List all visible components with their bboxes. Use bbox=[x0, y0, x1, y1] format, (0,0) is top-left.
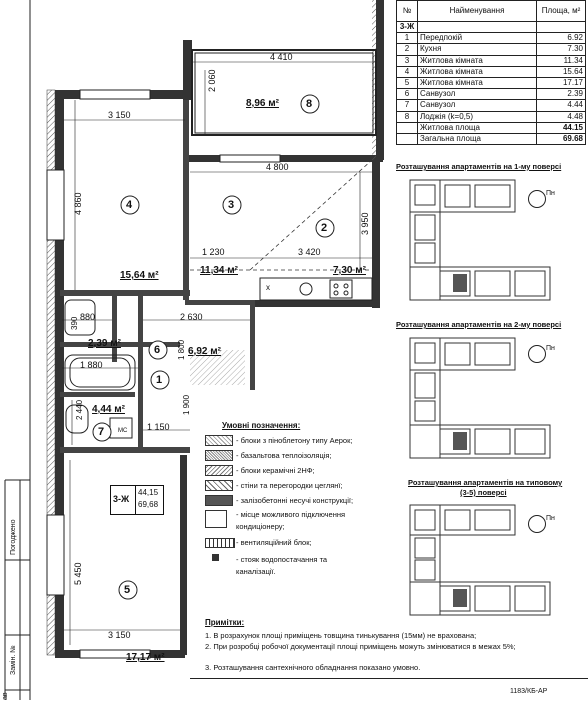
legend-vent-swatch bbox=[205, 538, 235, 548]
room-area-6: 2,39 м² bbox=[88, 338, 121, 349]
dim-3150-bottom: 3 150 bbox=[108, 630, 131, 640]
dim-4410: 4 410 bbox=[270, 52, 293, 62]
dim-1230: 1 230 bbox=[202, 247, 225, 257]
dim-5450: 5 450 bbox=[73, 562, 83, 585]
legend-basalt: - базальтова теплоізоляція; bbox=[236, 451, 332, 460]
dim-3420: 3 420 bbox=[298, 247, 321, 257]
table-row: 1 Передпокій 6.92 bbox=[397, 33, 586, 44]
dim-1800: 1 800 bbox=[177, 339, 186, 360]
north-label-1: Пн bbox=[546, 190, 555, 197]
keyplan-1-title: Розташування апартаментів на 1-му поверсі bbox=[396, 162, 562, 171]
label-x: х bbox=[266, 283, 270, 292]
table-row: 5 Житлова кімната 17.17 bbox=[397, 77, 586, 88]
legend-brick: - стіни та перегородки цеглянї; bbox=[236, 481, 343, 490]
table-row: 8 Лоджія (k=0,5) 4.48 bbox=[397, 111, 586, 122]
legend-vent: - вентиляційний блок; bbox=[236, 538, 312, 547]
kitchen-counter bbox=[260, 278, 372, 300]
keyplan-2-title: Розташування апартаментів на 2-му поверсі bbox=[396, 320, 562, 329]
loggia bbox=[192, 50, 376, 135]
room-area-4: 15,64 м² bbox=[120, 270, 159, 281]
rooms-table bbox=[396, 0, 586, 145]
legend-riser-icon bbox=[212, 554, 219, 561]
north-icon-2 bbox=[528, 345, 546, 363]
table-apt-row bbox=[397, 22, 586, 33]
label-mc: МС bbox=[118, 428, 128, 434]
apartment-badge bbox=[110, 485, 164, 515]
north-icon-3 bbox=[528, 515, 546, 533]
legend-riser-1: - стояк водопостачання та bbox=[236, 555, 328, 564]
dim-1900: 1 900 bbox=[182, 394, 191, 415]
sheet-code: 1183/КБ-АР bbox=[510, 688, 548, 695]
dim-4860: 4 860 bbox=[73, 192, 83, 215]
dim-1150: 1 150 bbox=[147, 422, 170, 432]
room-area-5: 17,17 м² bbox=[126, 652, 165, 663]
room-area-2: 7,30 м² bbox=[333, 265, 366, 276]
legend-brick-swatch bbox=[205, 480, 233, 491]
north-label-3: Пн bbox=[546, 515, 555, 522]
dim-2060: 2 060 bbox=[207, 69, 217, 92]
stamp-col-1: Погоджено bbox=[10, 519, 17, 555]
legend-ceramic-swatch bbox=[205, 465, 233, 476]
stamp-col-2: Замін. № bbox=[10, 645, 17, 675]
legend-basalt-swatch bbox=[205, 450, 233, 461]
legend-ceramic: - блоки керамічні 2НФ; bbox=[236, 466, 315, 475]
room-area-8: 8,96 м² bbox=[246, 98, 279, 109]
table-total-row: Загальна площа 69.68 bbox=[397, 133, 586, 144]
note-3: 3. Розташування сантехнічного обладнання показано умовно. bbox=[205, 663, 421, 672]
room-number-4: 4 bbox=[126, 199, 133, 211]
dim-4800: 4 800 bbox=[266, 162, 289, 172]
table-row: 4 Житлова кімната 15.64 bbox=[397, 66, 586, 77]
dim-1880: 1 880 bbox=[80, 360, 103, 370]
apt-code: 3-Ж bbox=[397, 22, 418, 33]
room-number-8: 8 bbox=[306, 98, 313, 110]
dim-2440: 2 440 bbox=[75, 399, 84, 420]
dim-880: 880 bbox=[80, 312, 96, 322]
legend-aerok-swatch bbox=[205, 435, 233, 446]
room-area-7: 4,44 м² bbox=[92, 404, 125, 415]
table-header bbox=[397, 1, 586, 22]
dim-390: 390 bbox=[70, 316, 79, 330]
legend-ac-2: кондиціонеру; bbox=[236, 522, 285, 531]
legend-concrete: - залізобетонні несучі конструкції; bbox=[236, 496, 354, 505]
table-living-row: Житлова площа 44.15 bbox=[397, 122, 586, 133]
left-stamp-frame bbox=[5, 0, 30, 700]
badge-total: 69,68 bbox=[138, 500, 159, 509]
room-number-1: 1 bbox=[156, 374, 163, 386]
north-icon-1 bbox=[528, 190, 546, 208]
col-area: Площа, м² bbox=[537, 1, 586, 22]
room-number-2: 2 bbox=[321, 222, 328, 234]
legend-concrete-swatch bbox=[205, 495, 233, 506]
badge-living: 44,15 bbox=[138, 488, 159, 497]
table-row: 7 Санвузол 4.44 bbox=[397, 100, 586, 111]
badge-code: 3-Ж bbox=[113, 494, 130, 504]
room-number-3: 3 bbox=[228, 199, 235, 211]
legend-aerok: - блоки з піноблетону типу Аерок; bbox=[236, 436, 353, 445]
legend-riser-2: каналізації. bbox=[236, 567, 276, 576]
col-num: № bbox=[397, 1, 418, 22]
note-1: 1. В розрахунок площі приміщень товщина тинькування (15мм) не врахована; bbox=[205, 631, 477, 640]
legend-ac-swatch bbox=[205, 510, 227, 528]
room-area-3: 11,34 м² bbox=[200, 265, 238, 276]
col-name: Найменування bbox=[418, 1, 537, 22]
table-row: 3 Житлова кімната 11.34 bbox=[397, 55, 586, 66]
dim-2630: 2 630 bbox=[180, 312, 203, 322]
room-area-1: 6,92 м² bbox=[188, 346, 221, 357]
legend-ac-1: - місце можливого підключення bbox=[236, 510, 346, 519]
table-row: 6 Санвузол 2.39 bbox=[397, 89, 586, 100]
badge-divider bbox=[135, 486, 136, 514]
legend-title: Умовні позначення: bbox=[222, 421, 301, 430]
notes-title: Примітки: bbox=[205, 618, 245, 627]
keyplan-3-title: Розташування апартаментів на типовому bbox=[408, 478, 563, 487]
table-row: 2 Кухня 7.30 bbox=[397, 44, 586, 55]
room-number-5: 5 bbox=[124, 584, 131, 596]
room-number-7: 7 bbox=[98, 426, 105, 438]
stamp-col-3: ав bbox=[2, 692, 9, 700]
dim-3950: 3 950 bbox=[360, 212, 370, 235]
keyplan-3-subtitle: (3-5) поверсі bbox=[460, 488, 507, 497]
dim-3150-top: 3 150 bbox=[108, 110, 131, 120]
note-2: 2. При розробці робочої документації площі приміщень можуть змінюватися в межах 5%; bbox=[205, 642, 516, 651]
room-number-6: 6 bbox=[154, 344, 161, 356]
north-label-2: Пн bbox=[546, 345, 555, 352]
